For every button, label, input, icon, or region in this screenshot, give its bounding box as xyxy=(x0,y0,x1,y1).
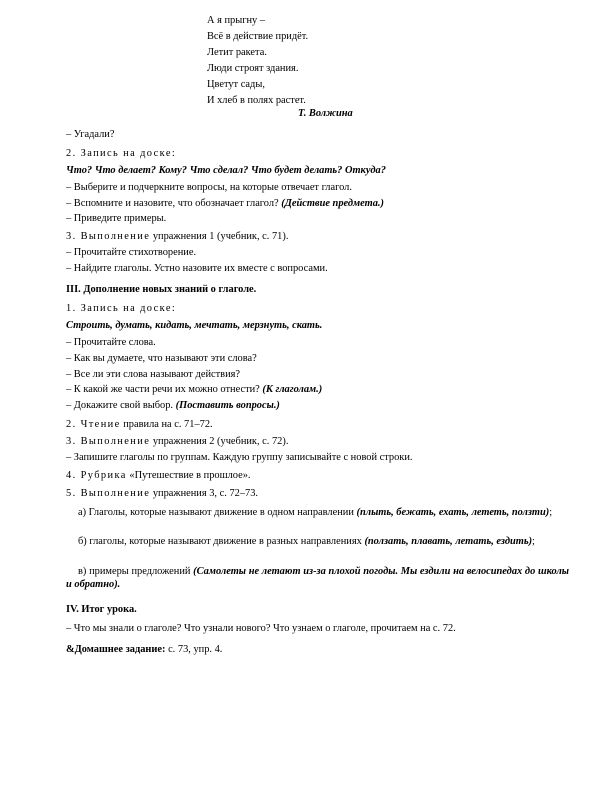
board-words: Строить, думать, кидать, мечтать, мерзнуть, скать. xyxy=(66,320,323,331)
step-label: 3. Выполнение xyxy=(66,436,151,447)
step-text: упражнения 3, с. 72–73. xyxy=(152,488,259,499)
item-text: б) глаголы, которые называют движение в разных направлениях xyxy=(78,536,362,547)
text-fragment: – Докажите свой выбор. xyxy=(66,400,174,411)
section-heading: III. Дополнение новых знаний о глаголе. xyxy=(66,284,257,295)
poem-line-5: Цветут сады, xyxy=(207,79,265,90)
section-heading: IV. Итог урока. xyxy=(66,604,137,615)
text-line: – Запишите глаголы по группам. Каждую группу записывайте с новой строки. xyxy=(66,452,413,463)
item-examples: (ползать, плавать, летать, ездить) xyxy=(364,536,533,547)
text-line: – Приведите примеры. xyxy=(66,213,167,224)
step-heading xyxy=(66,230,288,243)
step-label: 2. Запись на доске: xyxy=(66,148,177,159)
step-label: 5. Выполнение xyxy=(66,488,151,499)
poem-line-3: Летит ракета. xyxy=(207,47,267,58)
text-line: – Прочитайте слова. xyxy=(66,337,156,348)
step-heading xyxy=(66,469,251,482)
item-text: в) примеры предложений xyxy=(78,566,191,577)
poem-line-4: Люди строят здания. xyxy=(207,63,299,74)
step-label: 2. Чтение xyxy=(66,419,121,430)
text-line: – Угадали? xyxy=(66,129,115,140)
step-label: 4. Рубрика xyxy=(66,470,127,481)
poem-line-2: Всё в действие придёт. xyxy=(207,31,309,42)
poem-line-6: И хлеб в полях растет. xyxy=(207,95,306,106)
step-text: правила на с. 71–72. xyxy=(123,419,213,430)
step-label: 3. Выполнение xyxy=(66,231,151,242)
step-heading xyxy=(66,147,176,160)
item-punct: ; xyxy=(532,536,535,547)
text-fragment: – Вспомните и назовите, что обозначает глагол? xyxy=(66,198,279,209)
answer-text: (Действие предмета.) xyxy=(281,198,384,209)
step-text: упражнения 1 (учебник, с. 71). xyxy=(152,231,289,242)
item-examples: (Самолеты не летают из-за плохой погоды. Мы ездили на велосипедах до школы и обратно). xyxy=(66,566,569,590)
step-heading xyxy=(66,487,258,500)
step-text: «Путешествие в прошлое». xyxy=(129,470,251,481)
item-punct: ; xyxy=(549,507,553,518)
list-item-c xyxy=(66,565,569,591)
step-heading xyxy=(66,418,213,431)
item-examples: (плыть, бежать, ехать, лететь, ползти) xyxy=(356,507,550,518)
text-line xyxy=(66,197,384,210)
step-heading xyxy=(66,435,288,448)
text-line xyxy=(66,399,280,412)
list-item-b xyxy=(66,535,569,548)
text-line: – Прочитайте стихотворение. xyxy=(66,247,197,258)
step-heading xyxy=(66,302,176,315)
list-item-a xyxy=(66,506,569,519)
text-line: – Выберите и подчеркните вопросы, на которые отвечает глагол. xyxy=(66,182,352,193)
text-line: – Как вы думаете, что называют эти слова? xyxy=(66,353,257,364)
text-line xyxy=(66,383,322,396)
poem-line-1: А я прыгну – xyxy=(207,15,266,26)
text-line: – Все ли эти слова называют действия? xyxy=(66,369,241,380)
text-fragment: – К какой же части речи их можно отнести? xyxy=(66,384,260,395)
text-line: – Найдите глаголы. Устно назовите их вместе с вопросами. xyxy=(66,263,328,274)
step-text: упражнения 2 (учебник, с. 72). xyxy=(152,436,289,447)
board-questions: Что? Что делает? Кому? Что сделал? Что будет делать? Откуда? xyxy=(66,165,386,176)
homework-text: с. 73, упр. 4. xyxy=(168,644,223,655)
homework-label: &Домашнее задание: xyxy=(66,644,166,655)
answer-text: (К глаголам.) xyxy=(262,384,323,395)
answer-text: (Поставить вопросы.) xyxy=(175,400,280,411)
item-text: а) Глаголы, которые называют движение в одном направлении xyxy=(78,507,354,518)
homework xyxy=(66,643,222,656)
text-line: – Что мы знали о глаголе? Что узнали нового? Что узнаем о глаголе, прочитаем на с. 72. xyxy=(66,623,456,634)
poem-author: Т. Волжина xyxy=(298,108,353,119)
step-label: 1. Запись на доске: xyxy=(66,303,177,314)
